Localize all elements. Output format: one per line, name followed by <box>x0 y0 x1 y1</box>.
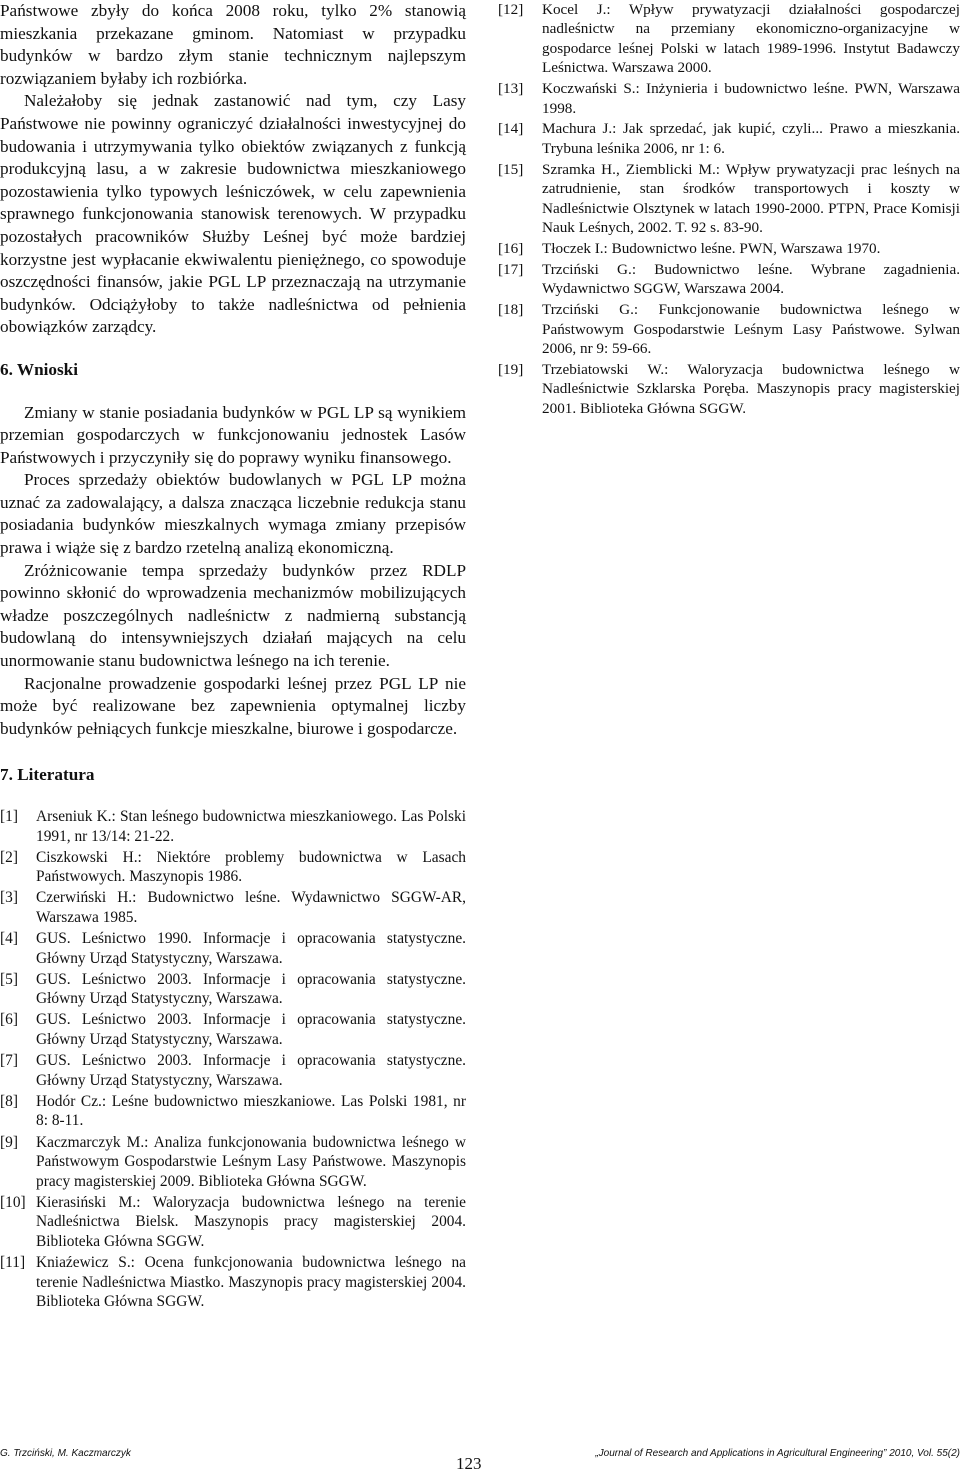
reference-item <box>0 888 466 927</box>
reference-number: [8] <box>0 1092 18 1110</box>
reference-text: Kniaźewicz S.: Ocena funkcjonowania budownictwa leśnego na terenie Nadleśnictwa Miastko. Maszynopis pracy magisterskiej 2004. Biblioteka Główna SGGW. <box>36 1254 466 1311</box>
reference-item <box>498 119 960 158</box>
reference-text: Koczwański S.: Inżynieria i budownictwo leśne. PWN, Warszawa 1998. <box>542 80 960 117</box>
reference-text: GUS. Leśnictwo 1990. Informacje i opracowania statystyczne. Główny Urząd Statystyczny, Warszawa. <box>36 930 466 967</box>
reference-item <box>498 260 960 299</box>
footer-journal: „Journal of Research and Applications in Agricultural Engineering” 2010, Vol. 55(2) <box>595 1448 960 1459</box>
reference-item <box>498 360 960 418</box>
reference-number: [2] <box>0 848 18 866</box>
reference-number: [18] <box>498 301 524 319</box>
reference-number: [16] <box>498 239 524 257</box>
reference-number: [4] <box>0 930 18 948</box>
reference-number: [17] <box>498 260 524 278</box>
reference-number: [6] <box>0 1011 18 1029</box>
page-footer <box>0 1448 960 1473</box>
reference-item <box>498 300 960 358</box>
reference-number: [7] <box>0 1052 18 1070</box>
left-column <box>0 0 466 1313</box>
conclusions-body <box>0 402 466 741</box>
right-column <box>498 0 960 420</box>
reference-item <box>0 970 466 1009</box>
section-heading-conclusions: 6. Wnioski <box>0 359 79 379</box>
reference-text: Czerwiński H.: Budownictwo leśne. Wydawnictwo SGGW-AR, Warszawa 1985. <box>36 889 466 926</box>
reference-item <box>0 929 466 968</box>
reference-number: [11] <box>0 1254 26 1272</box>
reference-item <box>0 807 466 846</box>
reference-text: Tłoczek I.: Budownictwo leśne. PWN, Warszawa 1970. <box>542 239 881 257</box>
reference-number: [13] <box>498 80 524 98</box>
reference-item <box>498 0 960 78</box>
reference-item <box>498 239 960 258</box>
reference-number: [5] <box>0 970 18 988</box>
reference-text: Szramka H., Ziemblicki M.: Wpływ prywatyzacji prac leśnych na zatrudnienie, stan środków transportowych i koszty w Nadleśnictwie Olsztynek w latach 1990-2000. PTPN, Prace Komisji Nauk Leśnych, 2002. T. 92 s. 83-90. <box>542 160 960 236</box>
reference-text: Trzebiatowski W.: Waloryzacja budownictwa leśnego w Nadleśnictwie Szklarska Poręba. Maszynopis pracy magisterskiej 2001. Biblioteka Główna SGGW. <box>542 360 960 417</box>
reference-text: Arseniuk K.: Stan leśnego budownictwa mieszkaniowego. Las Polski 1991, nr 13/14: 21-22. <box>36 808 466 845</box>
reference-text: Kocel J.: Wpływ prywatyzacji działalności gospodarczej nadleśnictw na przemiany ekonomiczno-organizacyjne w gospodarce leśnej Polski w latach 1989-1996. Instytut Badawczy Leśnictwa. Warszawa 2000. <box>542 1 960 77</box>
reference-text: Ciszkowski H.: Niektóre problemy budownictwa w Lasach Państwowych. Maszynopis 1986. <box>36 848 466 886</box>
reference-text: GUS. Leśnictwo 2003. Informacje i opracowania statystyczne. Główny Urząd Statystyczny, Warszawa. <box>36 1011 466 1049</box>
reference-text: Machura J.: Jak sprzedać, jak kupić, czyli... Prawo a mieszkania. Trybuna leśnika 2006, nr 1: 6. <box>542 120 960 157</box>
footer-authors: G. Trzciński, M. Kaczmarczyk <box>0 1448 131 1459</box>
paragraph: Należałoby się jednak zastanowić nad tym, czy Lasy Państwowe nie powinny ograniczyć działalności inwestycyjnej do budowania i utrzymywania tylko obiektów związanych z funkcją produkcyjną lasu, a w zakresie budownictwa mieszkaniowego pozostawienia tylko typowych leśniczówek, w celu zapewnienia sprawnego funkcjonowania stanowisk terenowych. W przypadku pozostałych pracowników Służby Leśnej być może bardziej korzystne jest wypłacanie ekwiwalentu pieniężnego, co spowoduje oszczędności finansów, jakie PGL LP przeznaczają na utrzymanie budynków. Odciążyłoby to także nadleśnictwa od pełnienia obowiązków zarządcy. <box>0 91 466 337</box>
page-number: 123 <box>456 1454 482 1473</box>
reference-item <box>498 79 960 118</box>
reference-number: [19] <box>498 360 524 378</box>
paragraph: Zmiany w stanie posiadania budynków w PGL LP są wynikiem przemian gospodarczych w funkcjonowaniu jednostek Lasów Państwowych i przyczyniły się do poprawy wyniku finansowego. <box>0 402 466 467</box>
reference-text: Hodór Cz.: Leśne budownictwo mieszkaniowe. Las Polski 1981, nr 8: 8-11. <box>36 1092 466 1130</box>
section-heading-literature: 7. Literatura <box>0 765 95 785</box>
reference-text: GUS. Leśnictwo 2003. Informacje i opracowania statystyczne. Główny Urząd Statystyczny, Warszawa. <box>36 970 466 1008</box>
reference-number: [10] <box>0 1193 26 1211</box>
reference-number: [9] <box>0 1133 18 1151</box>
reference-item <box>0 1193 466 1252</box>
reference-number: [3] <box>0 889 18 907</box>
reference-item <box>0 1253 466 1312</box>
paragraph: Proces sprzedaży obiektów budowlanych w PGL LP można uznać za zadowalający, a dalsza znacząca liczebnie redukcja stanu posiadania budynków mieszkalnych wymaga zmiany przepisów prawa i wiąże się z bardzo rzetelną analizą ekonomiczną. <box>0 470 466 558</box>
reference-text: GUS. Leśnictwo 2003. Informacje i opracowania statystyczne. Główny Urząd Statystyczny, Warszawa. <box>36 1052 466 1089</box>
reference-number: [15] <box>498 160 524 178</box>
reference-list-continued <box>498 0 960 418</box>
paragraph: Państwowe zbyły do końca 2008 roku, tylko 2% stanowią mieszkania przekazane gminom. Natomiast w przypadku budynków w bardzo złym stanie technicznym najlepszym rozwiązaniem byłaby ich rozbiórka. <box>0 1 466 88</box>
reference-item <box>0 1010 466 1049</box>
reference-number: [14] <box>498 120 524 138</box>
reference-text: Trzciński G.: Funkcjonowanie budownictwa leśnego w Państwowym Gospodarstwie Leśnym Lasy Państwowe. Sylwan 2006, nr 9: 59-66. <box>542 301 960 357</box>
paragraph: Racjonalne prowadzenie gospodarki leśnej przez PGL LP nie może być realizowane bez zapewnienia optymalnej liczby budynków pełniących funkcje mieszkalne, biurowe i gospodarcze. <box>0 673 466 738</box>
reference-number: [12] <box>498 1 524 18</box>
reference-text: Kierasiński M.: Waloryzacja budownictwa leśnego na terenie Nadleśnictwa Bielsk. Maszynopis pracy magisterskiej 2004. Biblioteka Główna SGGW. <box>36 1193 466 1250</box>
reference-item <box>498 160 960 238</box>
reference-item <box>0 1092 466 1131</box>
reference-item <box>0 1133 466 1192</box>
reference-text: Trzciński G.: Budownictwo leśne. Wybrane zagadnienia. Wydawnictwo SGGW, Warszawa 2004. <box>542 260 960 298</box>
paragraph: Zróżnicowanie tempa sprzedaży budynków przez RDLP powinno skłonić do wprowadzenia mechanizmów mobilizujących władze poszczególnych nadleśnictw z nadmierną substancją budowlaną do intensywniejszych działań mających na celu unormowanie stanu budownictwa leśnego na ich terenie. <box>0 560 466 671</box>
reference-list <box>0 807 466 1312</box>
reference-item <box>0 848 466 887</box>
reference-text: Kaczmarczyk M.: Analiza funkcjonowania budownictwa leśnego w Państwowym Gospodarstwie Leśnym Lasy Państwowe. Maszynopis pracy magisterskiej 2009. Biblioteka Główna SGGW. <box>36 1133 466 1190</box>
reference-item <box>0 1051 466 1090</box>
reference-number: [1] <box>0 808 18 825</box>
